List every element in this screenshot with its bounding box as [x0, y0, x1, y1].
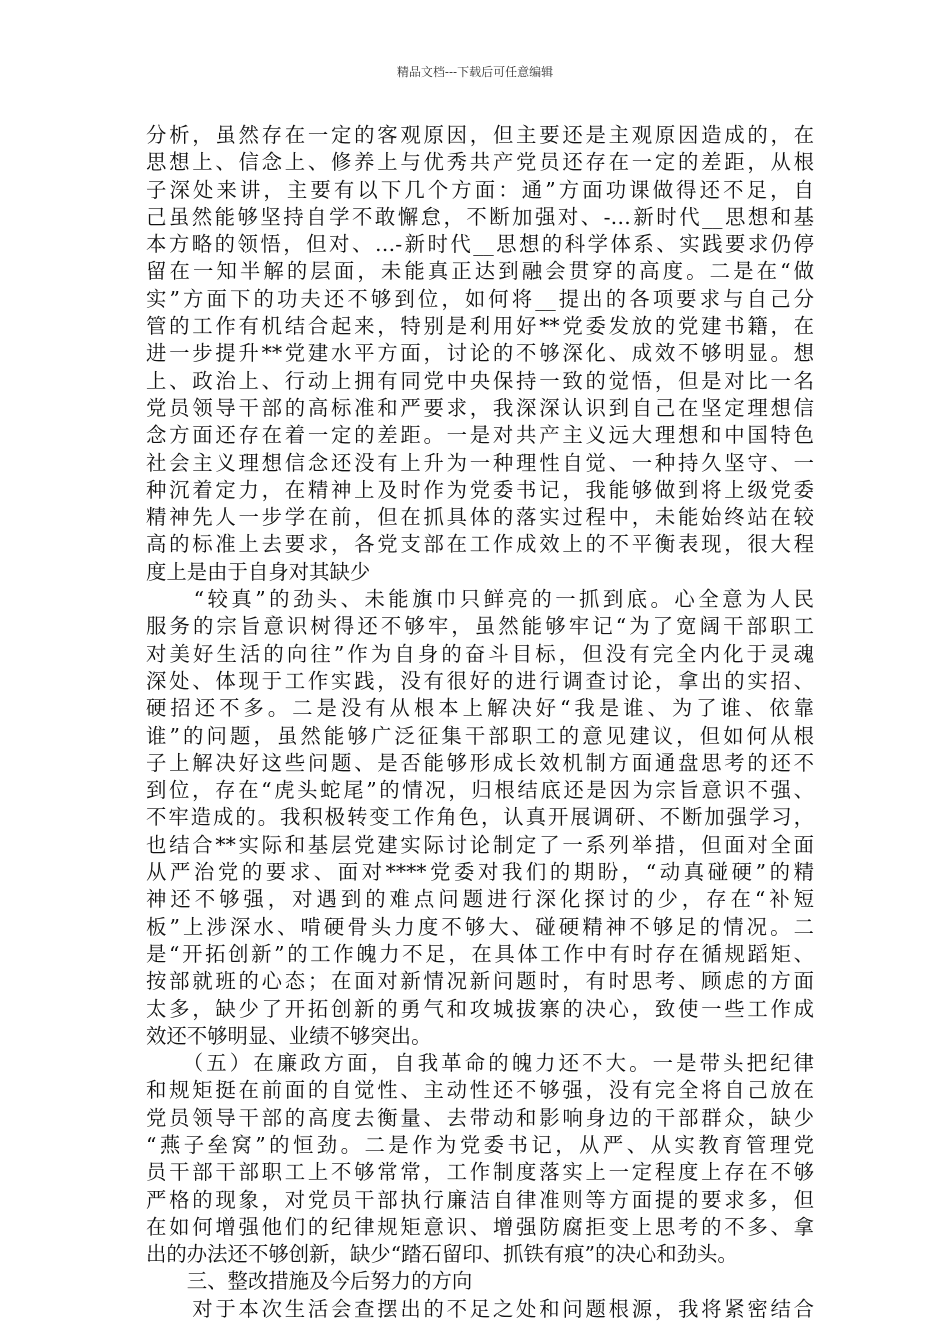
- text-line: “较真”的劲头、未能旗巾只鲜亮的一抓到底。心全意为人民: [146, 587, 814, 612]
- text-line: 种沉着定力，在精神上及时作为党委书记，我能够做到将上级党委: [146, 477, 814, 502]
- text-line: 己虽然能够坚持自学不敢懈怠，不断加强对、-…新时代__思想和基: [146, 204, 814, 229]
- text-line: 子上解决好这些问题、是否能够形成长效机制方面通盘思考的还不: [146, 750, 814, 775]
- text-line: 神还不够强，对遇到的难点问题进行深化探讨的少，存在“补短: [146, 887, 814, 912]
- text-line: 出的办法还不够创新，缺少“踏石留印、抓铁有痕”的决心和劲头。: [146, 1242, 738, 1267]
- text-line: 度上是由于自身对其缺少: [146, 559, 371, 584]
- text-line: 服务的宗旨意识树得还不够牢，虽然能够牢记“为了宽阔干部职工: [146, 614, 814, 639]
- text-line: 党员领导干部的高标准和严要求，我深深认识到自己在坚定理想信: [146, 395, 814, 420]
- text-line: 对美好生活的向往”作为自身的奋斗目标，但没有完全内化于灵魂: [146, 641, 814, 666]
- text-line: 按部就班的心态；在面对新情况新问题时，有时思考、顾虑的方面: [146, 969, 814, 994]
- text-line: 深处、体现于工作实践，没有很好的进行调查讨论，拿出的实招、: [146, 668, 814, 693]
- text-line: 进一步提升**党建水平方面，讨论的不够深化、成效不够明显。想: [146, 341, 814, 366]
- text-line: （五）在廉政方面，自我革命的魄力还不大。一是带头把纪律: [146, 1051, 814, 1076]
- text-line: “燕子垒窝”的恒劲。二是作为党委书记，从严、从实教育管理党: [146, 1132, 814, 1157]
- text-line: 实”方面下的功夫还不够到位，如何将__提出的各项要求与自己分: [146, 286, 814, 311]
- text-line: 高的标准上去要求，各党支部在工作成效上的不平衡表现，很大程: [146, 532, 814, 557]
- text-line: 是“开拓创新”的工作魄力不足，在具体工作中有时存在循规蹈矩、: [146, 941, 814, 966]
- text-line: 社会主义理想信念还没有上升为一种理性自觉、一种持久坚守、一: [146, 450, 814, 475]
- text-line: 本方略的领悟，但对、…-新时代__思想的科学体系、实践要求仍停: [146, 232, 814, 257]
- text-line: 在如何增强他们的纪律规矩意识、增强防腐拒变上思考的不多、拿: [146, 1214, 814, 1239]
- text-line: 留在一知半解的层面，未能真正达到融会贯穿的高度。二是在“做: [146, 259, 814, 284]
- document-body: [146, 122, 814, 1323]
- text-line: 念方面还存在着一定的差距。一是对共产主义远大理想和中国特色: [146, 423, 814, 448]
- text-line: 不牢造成的。我积极转变工作角色，认真开展调研、不断加强学习，: [146, 805, 814, 830]
- text-line: 思想上、信念上、修养上与优秀共产党员还存在一定的差距，从根: [146, 150, 814, 175]
- text-line: 三、整改措施及今后努力的方向: [146, 1269, 473, 1294]
- text-line: 子深处来讲，主要有以下几个方面：通”方面功课做得还不足，自: [146, 177, 814, 202]
- text-line: 从严治党的要求、面对****党委对我们的期盼，“动真碰硬”的精: [146, 860, 814, 885]
- text-line: 员干部干部职工上不够常常，工作制度落实上一定程度上存在不够: [146, 1160, 814, 1185]
- text-line: 也结合**实际和基层党建实际讨论制定了一系列举措，但面对全面: [146, 832, 814, 857]
- text-line: 管的工作有机结合起来，特别是利用好**党委发放的党建书籍，在: [146, 314, 814, 339]
- text-line: 谁”的问题，虽然能够广泛征集干部职工的意见建议，但如何从根: [146, 723, 814, 748]
- text-line: 上、政治上、行动上拥有同党中央保持一致的觉悟，但是对比一名: [146, 368, 814, 393]
- text-line: 效还不够明显、业绩不够突出。: [146, 1023, 432, 1048]
- text-line: 党员领导干部的高度去衡量、去带动和影响身边的干部群众，缺少: [146, 1105, 814, 1130]
- text-line: 对于本次生活会查摆出的不足之处和问题根源，我将紧密结合: [146, 1296, 814, 1321]
- text-line: 硬招还不多。二是没有从根本上解决好“我是谁、为了谁、依靠: [146, 696, 814, 721]
- text-line: 严格的现象，对党员干部执行廉洁自律准则等方面提的要求多，但: [146, 1187, 814, 1212]
- text-line: 太多，缺少了开拓创新的勇气和攻城拔寨的决心，致使一些工作成: [146, 996, 814, 1021]
- text-line: 分析，虽然存在一定的客观原因，但主要还是主观原因造成的，在: [146, 123, 814, 147]
- text-line: 精神先人一步学在前，但在抓具体的落实过程中，未能始终站在较: [146, 505, 814, 530]
- text-line: 板”上涉深水、啃硬骨头力度不够大、碰硬精神不够足的情况。二: [146, 914, 814, 939]
- text-line: 和规矩挺在前面的自觉性、主动性还不够强，没有完全将自己放在: [146, 1078, 814, 1103]
- page-header: 精品文档---下载后可任意编辑: [396, 65, 554, 79]
- text-line: 到位，存在“虎头蛇尾”的情况，归根结底还是因为宗旨意识不强、: [146, 778, 814, 803]
